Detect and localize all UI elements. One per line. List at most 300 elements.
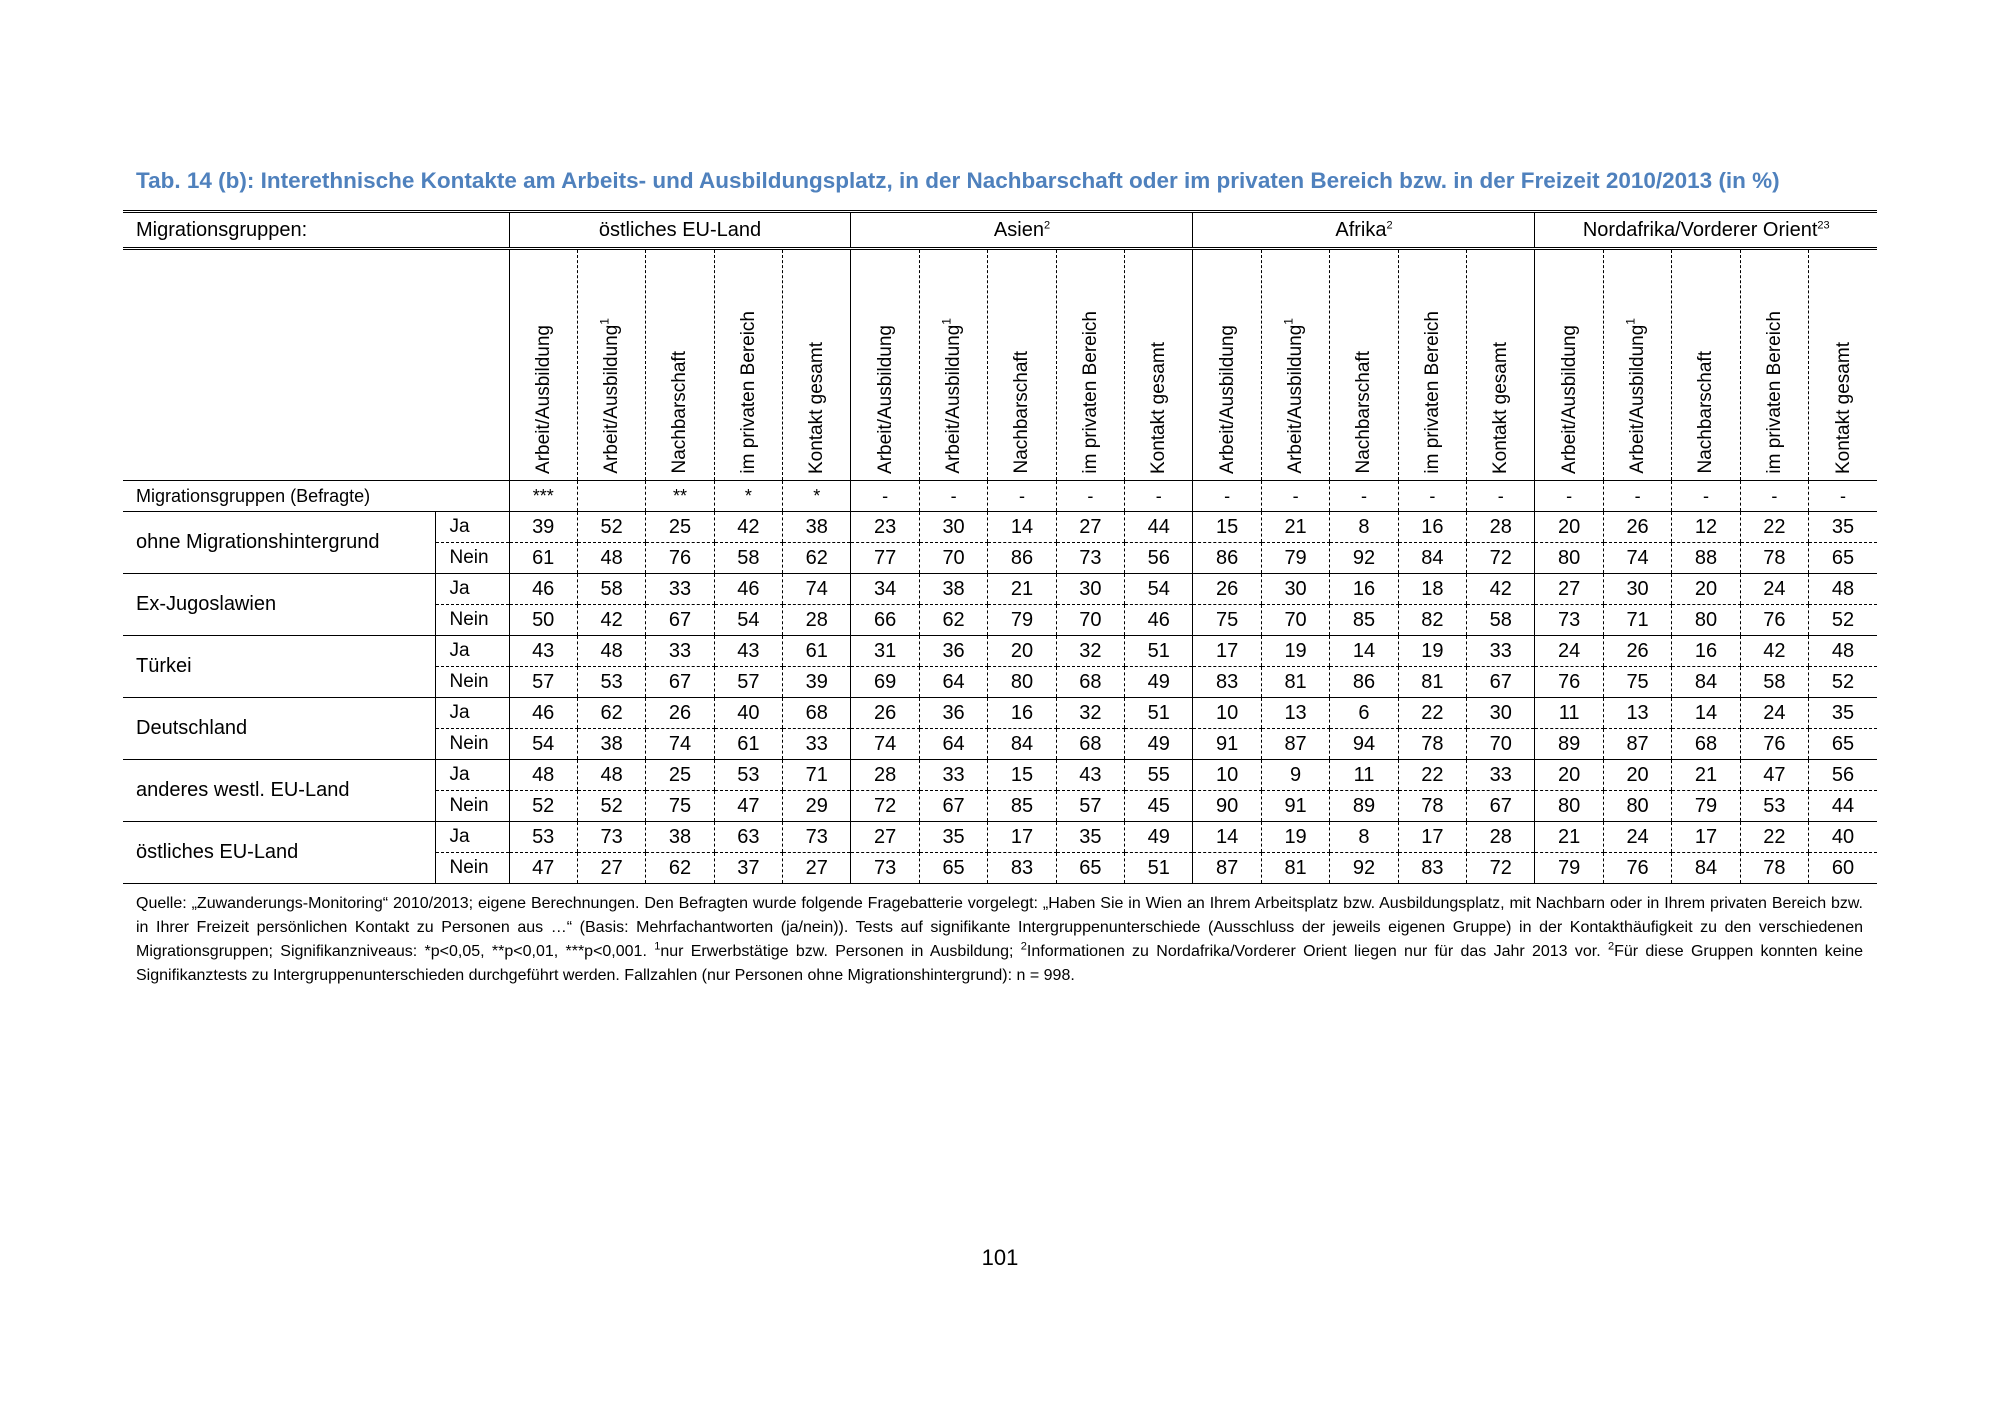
column-label-text: Nachbarschaft <box>1011 351 1033 474</box>
data-cell: 33 <box>646 574 714 605</box>
significance-cell: - <box>988 481 1056 512</box>
data-cell: 58 <box>577 574 645 605</box>
data-cell: 39 <box>783 667 851 698</box>
yes-label: Ja <box>435 698 509 729</box>
data-cell: 16 <box>1672 636 1740 667</box>
data-cell: 81 <box>1261 667 1329 698</box>
column-label <box>670 347 689 474</box>
data-cell: 13 <box>1603 698 1671 729</box>
column-label <box>1354 347 1373 474</box>
data-cell: 87 <box>1603 729 1671 760</box>
yes-label: Ja <box>435 760 509 791</box>
data-cell: 11 <box>1535 698 1603 729</box>
data-cell: 52 <box>509 791 577 822</box>
footnote-sup-1: 1 <box>654 940 661 953</box>
data-cell: 53 <box>509 822 577 853</box>
data-cell: 30 <box>1056 574 1124 605</box>
data-cell: 52 <box>577 791 645 822</box>
data-cell: 54 <box>1125 574 1193 605</box>
data-cell: 15 <box>988 760 1056 791</box>
data-cell: 47 <box>714 791 782 822</box>
data-cell: 62 <box>919 605 987 636</box>
data-cell: 8 <box>1330 512 1398 543</box>
data-cell: 87 <box>1193 853 1261 884</box>
row-group-label: ohne Migrationshintergrund <box>123 512 435 574</box>
data-cell: 87 <box>1261 729 1329 760</box>
data-cell: 42 <box>1740 636 1808 667</box>
data-cell: 78 <box>1740 853 1808 884</box>
data-cell: 80 <box>1535 543 1603 574</box>
data-cell: 20 <box>1535 512 1603 543</box>
data-cell: 64 <box>919 667 987 698</box>
significance-cell: *** <box>509 481 577 512</box>
no-label: Nein <box>435 729 509 760</box>
data-cell: 53 <box>714 760 782 791</box>
data-cell: 73 <box>851 853 919 884</box>
significance-cell: * <box>714 481 782 512</box>
data-cell: 73 <box>1535 605 1603 636</box>
data-cell: 62 <box>577 698 645 729</box>
data-cell: 68 <box>1056 729 1124 760</box>
column-label-text: Kontakt gesamt <box>1832 341 1854 474</box>
data-cell: 65 <box>919 853 987 884</box>
data-cell: 58 <box>714 543 782 574</box>
footnote-text-4: Für diese Gruppen konnten keine Signifikanztests zu Intergruppenunterschieden durchgeführt werden. Fallzahlen (nur Personen ohne Migrationshintergrund): n = 998. <box>136 943 1864 984</box>
data-cell: 76 <box>1535 667 1603 698</box>
data-cell: 74 <box>783 574 851 605</box>
column-label <box>1218 321 1237 474</box>
data-cell: 19 <box>1261 636 1329 667</box>
data-cell: 55 <box>1125 760 1193 791</box>
data-cell: 9 <box>1261 760 1329 791</box>
no-label: Nein <box>435 667 509 698</box>
data-cell: 17 <box>1398 822 1466 853</box>
data-cell: 36 <box>919 636 987 667</box>
data-cell: 21 <box>988 574 1056 605</box>
data-cell: 42 <box>577 605 645 636</box>
group-header-row <box>123 212 1877 249</box>
column-label-sup: 1 <box>1623 318 1638 326</box>
data-cell: 53 <box>577 667 645 698</box>
data-cell: 65 <box>1809 729 1877 760</box>
data-cell: 14 <box>1330 636 1398 667</box>
column-header <box>1398 249 1466 481</box>
column-label <box>1423 307 1442 474</box>
data-cell: 10 <box>1193 698 1261 729</box>
data-cell: 46 <box>509 574 577 605</box>
page-number: 101 <box>981 1245 1019 1270</box>
column-label-text: Arbeit/Ausbildung <box>1627 325 1649 474</box>
column-header <box>1672 249 1740 481</box>
table-row <box>123 822 1877 853</box>
column-label-sup: 1 <box>939 318 954 326</box>
column-header <box>1056 249 1124 481</box>
data-cell: 67 <box>919 791 987 822</box>
column-label <box>1012 347 1031 474</box>
data-cell: 26 <box>1603 512 1671 543</box>
group-name: Nordafrika/Vorderer Orient <box>1582 218 1818 241</box>
column-label <box>1149 338 1168 474</box>
data-cell: 32 <box>1056 698 1124 729</box>
data-cell: 75 <box>1193 605 1261 636</box>
data-cell: 57 <box>714 667 782 698</box>
data-cell: 73 <box>783 822 851 853</box>
data-cell: 22 <box>1398 760 1466 791</box>
yes-label: Ja <box>435 822 509 853</box>
data-cell: 27 <box>1056 512 1124 543</box>
yes-label: Ja <box>435 636 509 667</box>
data-cell: 61 <box>509 543 577 574</box>
column-header <box>1261 249 1329 481</box>
table-row <box>123 574 1877 605</box>
data-cell: 24 <box>1740 574 1808 605</box>
data-cell: 75 <box>646 791 714 822</box>
data-cell: 56 <box>1809 760 1877 791</box>
group-header <box>1535 212 1877 249</box>
data-cell: 47 <box>509 853 577 884</box>
column-label-sup: 1 <box>1281 318 1296 326</box>
column-header <box>919 249 987 481</box>
group-sup: 2 <box>1043 218 1051 231</box>
data-cell: 81 <box>1261 853 1329 884</box>
data-cell: 33 <box>1467 760 1535 791</box>
row-group-label: östliches EU-Land <box>123 822 435 884</box>
significance-cell: - <box>1261 481 1329 512</box>
data-cell: 58 <box>1740 667 1808 698</box>
table-row <box>123 512 1877 543</box>
data-cell: 48 <box>577 760 645 791</box>
data-cell: 68 <box>783 698 851 729</box>
data-cell: 83 <box>1398 853 1466 884</box>
significance-cell: - <box>919 481 987 512</box>
data-cell: 28 <box>783 605 851 636</box>
column-label <box>534 321 553 474</box>
data-cell: 91 <box>1193 729 1261 760</box>
no-label: Nein <box>435 543 509 574</box>
data-cell: 18 <box>1398 574 1466 605</box>
data-cell: 24 <box>1535 636 1603 667</box>
data-cell: 67 <box>1467 667 1535 698</box>
column-label <box>1081 307 1100 474</box>
data-cell: 12 <box>1672 512 1740 543</box>
footnote-sup-3: 2 <box>1607 940 1615 953</box>
footnote <box>136 892 1863 988</box>
data-cell: 64 <box>919 729 987 760</box>
significance-cell: - <box>1125 481 1193 512</box>
data-cell: 51 <box>1125 636 1193 667</box>
data-cell: 24 <box>1603 822 1671 853</box>
data-cell: 52 <box>1809 667 1877 698</box>
data-cell: 66 <box>851 605 919 636</box>
data-cell: 83 <box>988 853 1056 884</box>
column-header <box>1535 249 1603 481</box>
column-header <box>577 249 645 481</box>
column-header <box>1603 249 1671 481</box>
significance-cell: - <box>1398 481 1466 512</box>
data-cell: 73 <box>577 822 645 853</box>
column-label-text: Arbeit/Ausbildung <box>874 325 896 474</box>
data-cell: 20 <box>1535 760 1603 791</box>
data-cell: 92 <box>1330 853 1398 884</box>
column-label <box>939 314 965 474</box>
column-header <box>1467 249 1535 481</box>
data-cell: 76 <box>1603 853 1671 884</box>
data-cell: 72 <box>1467 853 1535 884</box>
no-label: Nein <box>435 791 509 822</box>
data-cell: 68 <box>1672 729 1740 760</box>
data-cell: 76 <box>1740 729 1808 760</box>
data-cell: 20 <box>1672 574 1740 605</box>
column-label-text: im privaten Bereich <box>1079 311 1101 474</box>
column-label <box>597 314 623 474</box>
data-cell: 48 <box>577 636 645 667</box>
significance-cell: - <box>1056 481 1124 512</box>
data-cell: 28 <box>1467 512 1535 543</box>
data-cell: 30 <box>919 512 987 543</box>
data-cell: 34 <box>851 574 919 605</box>
data-cell: 33 <box>919 760 987 791</box>
data-cell: 28 <box>1467 822 1535 853</box>
column-header <box>1193 249 1261 481</box>
data-cell: 54 <box>509 729 577 760</box>
data-cell: 79 <box>1535 853 1603 884</box>
column-label <box>876 321 895 474</box>
data-cell: 51 <box>1125 698 1193 729</box>
significance-cell: - <box>851 481 919 512</box>
data-cell: 67 <box>1467 791 1535 822</box>
row-group-label: Türkei <box>123 636 435 698</box>
data-cell: 78 <box>1398 729 1466 760</box>
column-label-text: im privaten Bereich <box>737 311 759 474</box>
data-cell: 48 <box>509 760 577 791</box>
column-label-text: Arbeit/Ausbildung <box>601 325 623 474</box>
group-sup: 2 <box>1386 218 1393 231</box>
data-cell: 78 <box>1398 791 1466 822</box>
data-cell: 14 <box>1672 698 1740 729</box>
significance-cell: * <box>783 481 851 512</box>
data-cell: 58 <box>1467 605 1535 636</box>
data-cell: 60 <box>1809 853 1877 884</box>
no-label: Nein <box>435 853 509 884</box>
data-cell: 21 <box>1535 822 1603 853</box>
data-cell: 86 <box>1330 667 1398 698</box>
data-cell: 84 <box>1398 543 1466 574</box>
column-header <box>1809 249 1877 481</box>
data-cell: 43 <box>714 636 782 667</box>
data-cell: 17 <box>1193 636 1261 667</box>
row-group-label: anderes westl. EU-Land <box>123 760 435 822</box>
data-cell: 82 <box>1398 605 1466 636</box>
data-cell: 44 <box>1125 512 1193 543</box>
column-header <box>1740 249 1808 481</box>
column-label-text: Kontakt gesamt <box>806 341 828 474</box>
data-cell: 80 <box>988 667 1056 698</box>
data-cell: 35 <box>919 822 987 853</box>
data-cell: 15 <box>1193 512 1261 543</box>
data-cell: 90 <box>1193 791 1261 822</box>
data-cell: 39 <box>509 512 577 543</box>
data-cell: 35 <box>1809 698 1877 729</box>
data-cell: 20 <box>988 636 1056 667</box>
data-cell: 70 <box>1056 605 1124 636</box>
data-cell: 80 <box>1672 605 1740 636</box>
column-label <box>1696 347 1715 474</box>
data-cell: 38 <box>577 729 645 760</box>
data-cell: 23 <box>851 512 919 543</box>
significance-cell: - <box>1809 481 1877 512</box>
data-cell: 22 <box>1740 822 1808 853</box>
column-label <box>1281 314 1307 474</box>
data-cell: 42 <box>1467 574 1535 605</box>
data-cell: 53 <box>1740 791 1808 822</box>
footnote-text-3: Informationen zu Nordafrika/Vorderer Orient liegen nur für das Jahr 2013 vor. <box>1026 943 1608 960</box>
data-cell: 26 <box>851 698 919 729</box>
data-cell: 72 <box>851 791 919 822</box>
data-cell: 91 <box>1261 791 1329 822</box>
data-cell: 19 <box>1261 822 1329 853</box>
data-cell: 25 <box>646 760 714 791</box>
data-cell: 33 <box>783 729 851 760</box>
column-header <box>1125 249 1193 481</box>
row-group-label: Ex-Jugoslawien <box>123 574 435 636</box>
data-cell: 25 <box>646 512 714 543</box>
data-cell: 72 <box>1467 543 1535 574</box>
data-cell: 46 <box>714 574 782 605</box>
data-cell: 94 <box>1330 729 1398 760</box>
data-cell: 52 <box>577 512 645 543</box>
table-row <box>123 760 1877 791</box>
data-cell: 46 <box>509 698 577 729</box>
yes-label: Ja <box>435 574 509 605</box>
column-label-text: Kontakt gesamt <box>1490 341 1512 474</box>
data-cell: 30 <box>1467 698 1535 729</box>
data-cell: 68 <box>1056 667 1124 698</box>
column-label-text: im privaten Bereich <box>1421 311 1443 474</box>
data-cell: 40 <box>714 698 782 729</box>
data-cell: 47 <box>1740 760 1808 791</box>
column-header-row <box>123 249 1877 481</box>
data-cell: 29 <box>783 791 851 822</box>
yes-label: Ja <box>435 512 509 543</box>
significance-cell: - <box>1672 481 1740 512</box>
significance-cell: ** <box>646 481 714 512</box>
column-label <box>1560 321 1579 474</box>
column-label-text: Nachbarschaft <box>1353 351 1375 474</box>
data-cell: 61 <box>714 729 782 760</box>
data-cell: 37 <box>714 853 782 884</box>
table-row <box>123 698 1877 729</box>
data-cell: 88 <box>1672 543 1740 574</box>
data-cell: 21 <box>1672 760 1740 791</box>
data-cell: 62 <box>783 543 851 574</box>
data-cell: 89 <box>1330 791 1398 822</box>
data-cell: 27 <box>577 853 645 884</box>
data-cell: 27 <box>783 853 851 884</box>
data-cell: 10 <box>1193 760 1261 791</box>
data-cell: 65 <box>1056 853 1124 884</box>
data-cell: 71 <box>783 760 851 791</box>
column-label <box>807 338 826 474</box>
column-header <box>1330 249 1398 481</box>
data-cell: 35 <box>1056 822 1124 853</box>
data-cell: 79 <box>1261 543 1329 574</box>
data-cell: 76 <box>646 543 714 574</box>
column-label-text: Kontakt gesamt <box>1148 341 1170 474</box>
significance-cell: - <box>1535 481 1603 512</box>
data-cell: 84 <box>1672 667 1740 698</box>
data-cell: 70 <box>1467 729 1535 760</box>
column-label <box>739 307 758 474</box>
data-cell: 33 <box>646 636 714 667</box>
significance-row <box>123 481 1877 512</box>
data-cell: 28 <box>851 760 919 791</box>
data-cell: 67 <box>646 667 714 698</box>
data-cell: 54 <box>714 605 782 636</box>
data-cell: 80 <box>1535 791 1603 822</box>
data-cell: 77 <box>851 543 919 574</box>
data-cell: 45 <box>1125 791 1193 822</box>
data-cell: 46 <box>1125 605 1193 636</box>
data-cell: 17 <box>988 822 1056 853</box>
data-cell: 49 <box>1125 822 1193 853</box>
data-cell: 75 <box>1603 667 1671 698</box>
column-header <box>646 249 714 481</box>
column-label-text: Arbeit/Ausbildung <box>1285 325 1307 474</box>
group-name: Afrika <box>1335 218 1387 241</box>
data-cell: 24 <box>1740 698 1808 729</box>
data-cell: 49 <box>1125 667 1193 698</box>
data-cell: 84 <box>1672 853 1740 884</box>
data-cell: 78 <box>1740 543 1808 574</box>
data-cell: 43 <box>509 636 577 667</box>
data-cell: 26 <box>1603 636 1671 667</box>
data-cell: 21 <box>1261 512 1329 543</box>
data-cell: 85 <box>988 791 1056 822</box>
footnote-sup-2: 2 <box>1020 940 1027 953</box>
data-cell: 26 <box>646 698 714 729</box>
data-cell: 16 <box>988 698 1056 729</box>
column-label-text: Nachbarschaft <box>669 351 691 474</box>
column-label-text: Arbeit/Ausbildung <box>1558 325 1580 474</box>
data-cell: 70 <box>1261 605 1329 636</box>
group-header <box>851 212 1193 249</box>
data-cell: 36 <box>919 698 987 729</box>
data-cell: 19 <box>1398 636 1466 667</box>
column-label-text: Arbeit/Ausbildung <box>1216 325 1238 474</box>
data-cell: 13 <box>1261 698 1329 729</box>
data-cell: 79 <box>1672 791 1740 822</box>
data-cell: 22 <box>1398 698 1466 729</box>
column-header <box>509 249 577 481</box>
data-cell: 8 <box>1330 822 1398 853</box>
header-label: Migrationsgruppen: <box>123 212 509 249</box>
significance-cell: - <box>1603 481 1671 512</box>
no-label: Nein <box>435 605 509 636</box>
data-cell: 38 <box>646 822 714 853</box>
column-header <box>988 249 1056 481</box>
data-cell: 76 <box>1740 605 1808 636</box>
data-cell: 86 <box>988 543 1056 574</box>
data-cell: 48 <box>1809 574 1877 605</box>
data-cell: 61 <box>783 636 851 667</box>
data-cell: 31 <box>851 636 919 667</box>
data-cell: 85 <box>1330 605 1398 636</box>
data-cell: 38 <box>783 512 851 543</box>
data-cell: 44 <box>1809 791 1877 822</box>
data-cell: 43 <box>1056 760 1124 791</box>
data-cell: 52 <box>1809 605 1877 636</box>
footnote-text-2: nur Erwerbstätige bzw. Personen in Ausbildung; <box>660 943 1021 960</box>
